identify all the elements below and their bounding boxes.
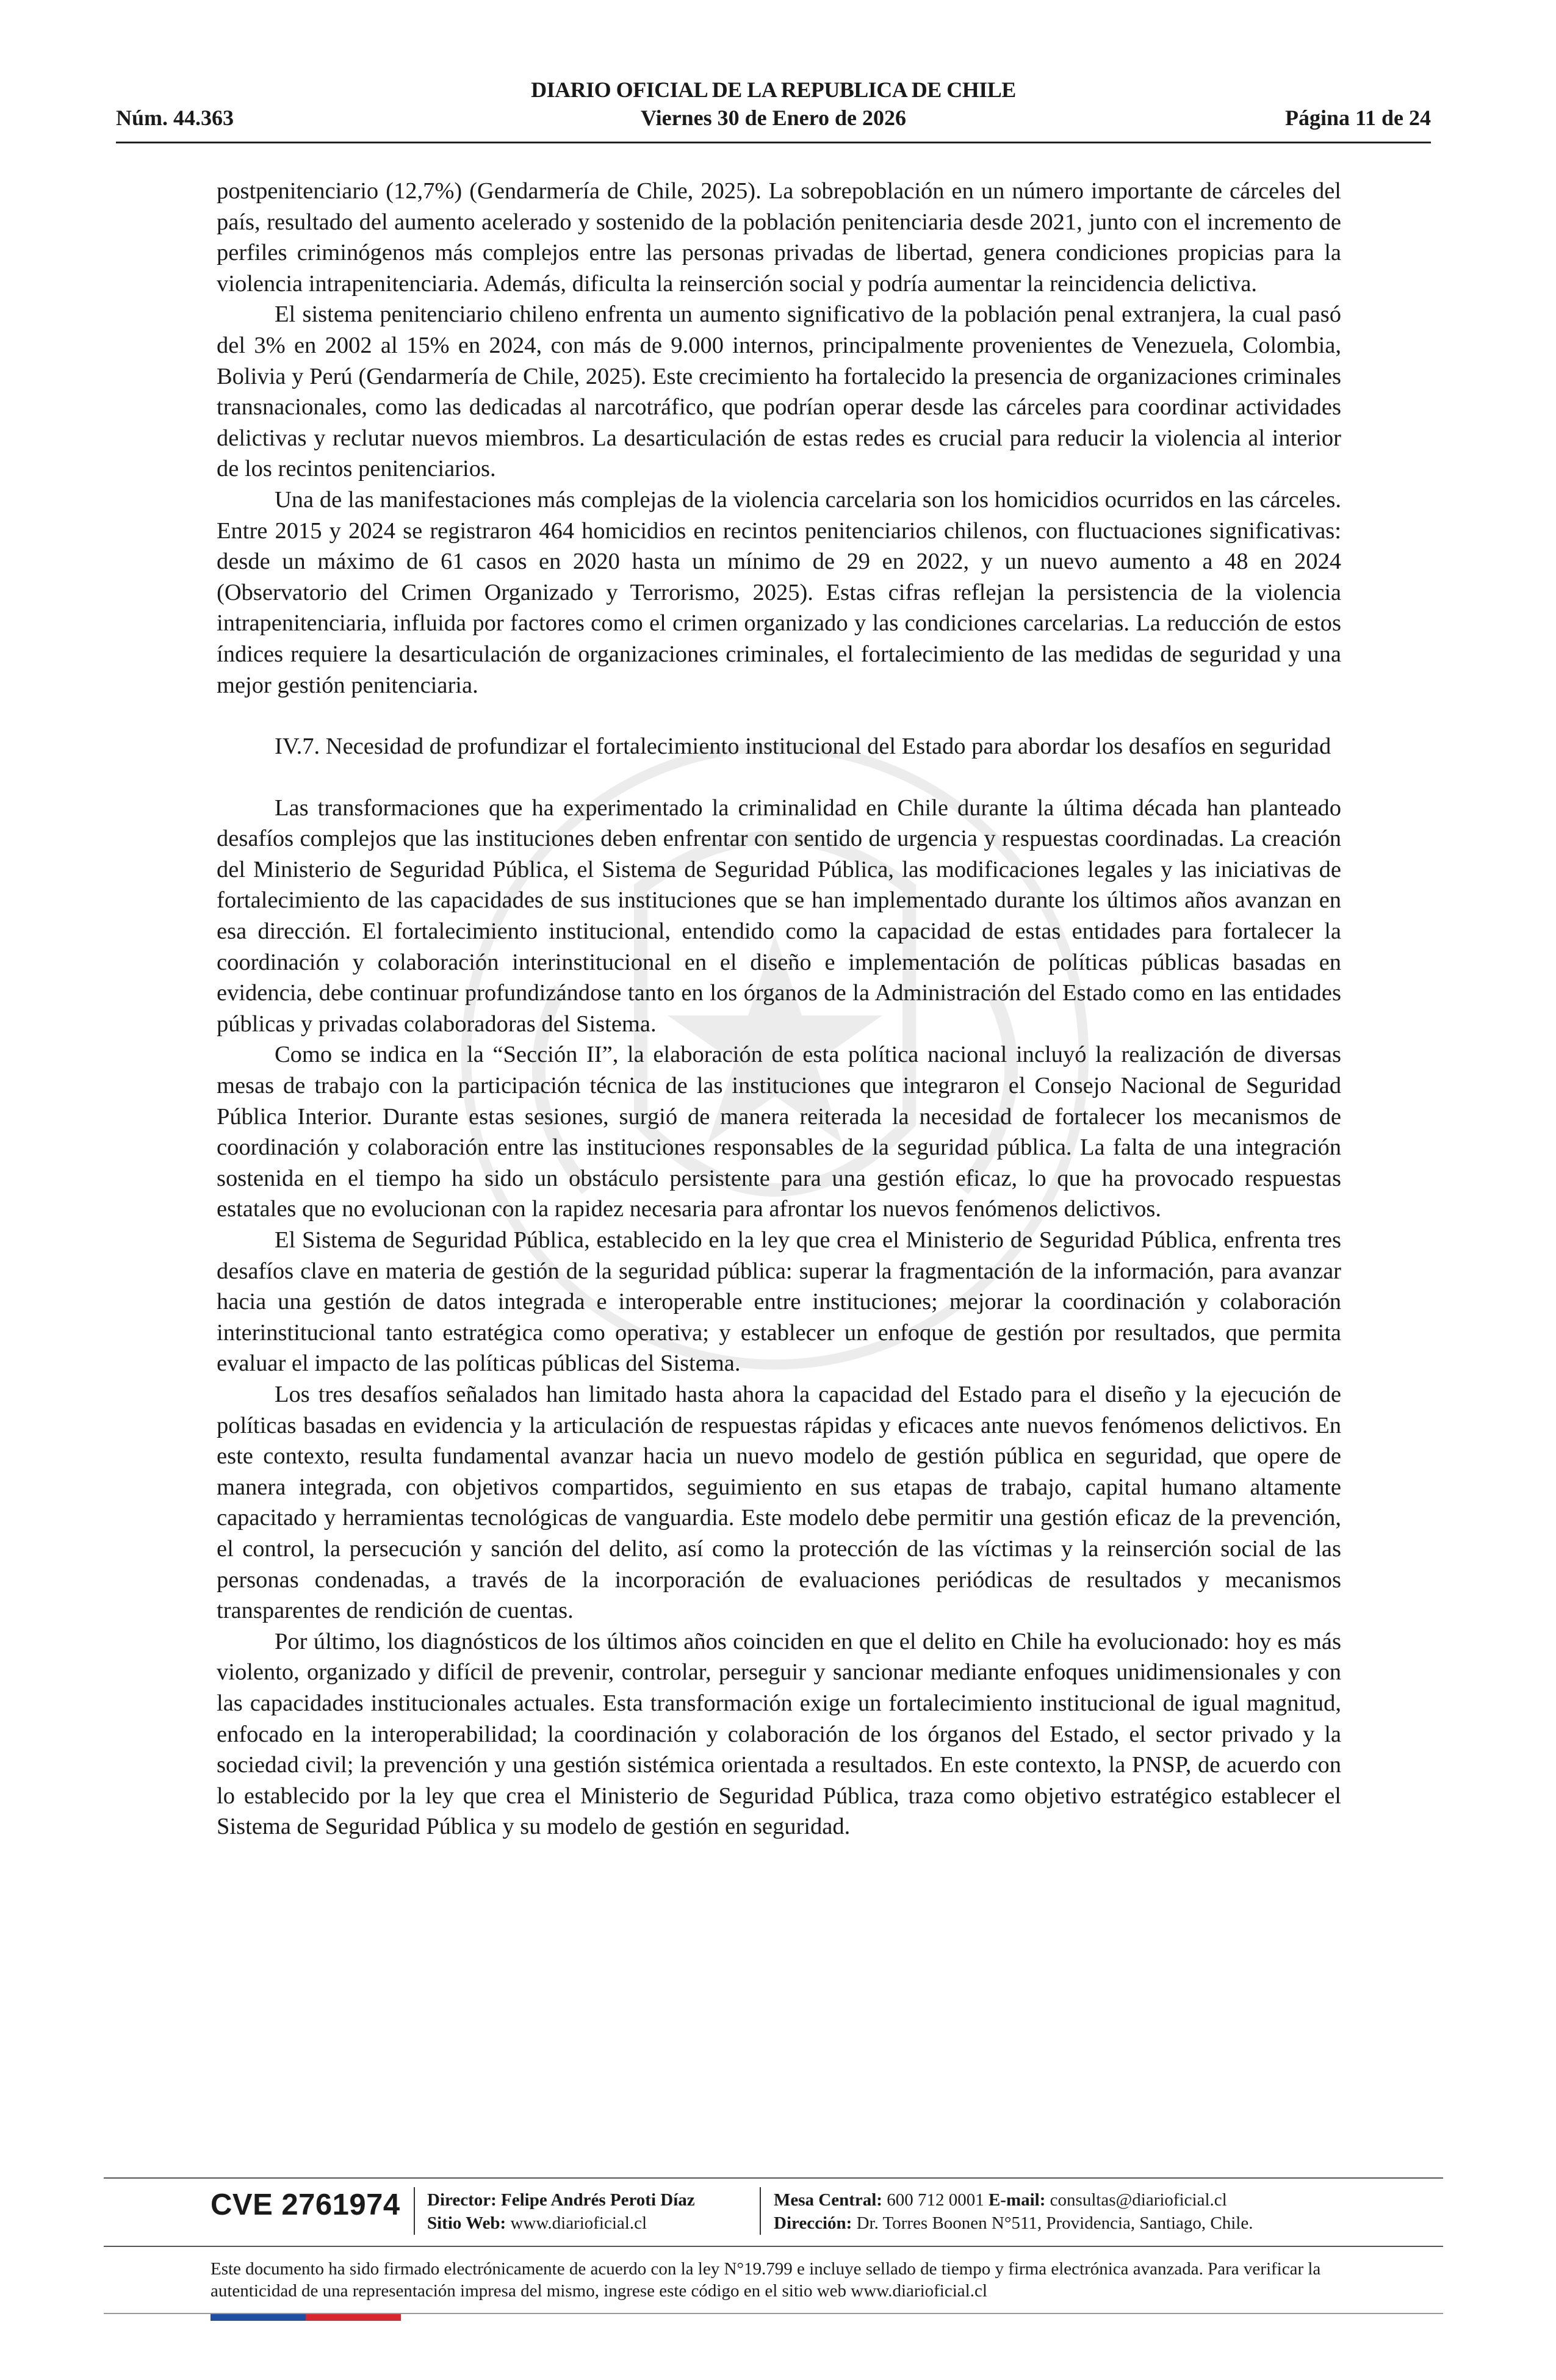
- paragraph: Como se indica en la “Sección II”, la elaboración de esta política nacional incluyó la realización de diversas mesas de trabajo con la participación técnica de las instituciones que integraron el Consejo Nacional de Seguridad Pública Interior. Durante estas sesiones, surgió de manera reiterada la necesidad de fortalecer los mecanismos de coordinación y colaboración entre las instituciones responsables de la seguridad pública. La falta de una integración sostenida en el tiempo ha sido un obstáculo persistente para una gestión eficaz, lo que ha provocado respuestas estatales que no evolucionan con la rapidez necesaria para afrontar los nuevos fenómenos delictivos.: [217, 1042, 1341, 1222]
- paragraph: Por último, los diagnósticos de los últimos años coinciden en que el delito en Chile ha evolucionado: hoy es más violento, organizado y difícil de prevenir, controlar, perseguir y sancionar mediante enfoques unidimensionales y con las capacidades institucionales actuales. Esta transformación exige un fortalecimiento institucional de igual magnitud, enfocado en la interoperabilidad; la coordinación y colaboración de los órganos del Estado, el sector privado y la sociedad civil; la prevención y una gestión sistémica orientada a resultados. En este contexto, la PNSP, de acuerdo con lo establecido por la ley que crea el Ministerio de Seguridad Pública, traza como objetivo estratégico establecer el Sistema de Seguridad Pública y su modelo de gestión en seguridad.: [217, 1628, 1341, 1840]
- mesa-label: Mesa Central:: [774, 2190, 882, 2210]
- section-heading: IV.7. Necesidad de profundizar el fortalecimiento institucional del Estado para abordar los desafíos en seguridad: [275, 734, 1331, 760]
- page-header: [116, 77, 1431, 144]
- footer-separator: [414, 2187, 415, 2235]
- signature-note: Este documento ha sido firmado electrónicamente de acuerdo con la ley N°19.799 e incluye sellado de tiempo y firma electrónica avanzada. Para verificar la autenticidad de una representación impresa del mismo, ingrese este código en el sitio web www.diarioficial.cl: [211, 2259, 1321, 2301]
- director-label: Director:: [427, 2190, 497, 2210]
- footer-divider-top: [104, 2177, 1443, 2179]
- paragraph: El sistema penitenciario chileno enfrenta un aumento significativo de la población penal extranjera, la cual pasó del 3% en 2002 al 15% en 2024, con más de 9.000 internos, principalmente provenientes de Venezuela, Colombia, Bolivia y Perú (Gendarmería de Chile, 2025). Este crecimiento ha fortalecido la presencia de organizaciones criminales transnacionales, como las dedicadas al narcotráfico, que podrían operar desde las cárceles para coordinar actividades delictivas y reclutar nuevos miembros. La desarticulación de estas redes es crucial para reducir la violencia al interior de los recintos penitenciarios.: [217, 301, 1341, 482]
- footer-contact-block: [774, 2188, 1253, 2235]
- paragraph: El Sistema de Seguridad Pública, establecido en la ley que crea el Ministerio de Seguridad Pública, enfrenta tres desafíos clave en materia de gestión de la seguridad pública: superar la fragmentación de la información, para avanzar hacia una gestión de datos integrada e interoperable entre instituciones; mejorar la coordinación y colaboración interinstitucional tanto estratégica como operativa; y establecer un enfoque de gestión por resultados, que permita evaluar el impacto de las políticas públicas del Sistema.: [217, 1227, 1341, 1377]
- header-divider: [116, 142, 1431, 143]
- paragraph: Las transformaciones que ha experimentado la criminalidad en Chile durante la última década han planteado desafíos complejos que las instituciones deben enfrentar con sentido de urgencia y respuestas coordinadas. La creación del Ministerio de Seguridad Pública, el Sistema de Seguridad Pública, las modificaciones legales y las iniciativas de fortalecimiento de las capacidades de sus instituciones que se han implementado durante los últimos años avanzan en esa dirección. El fortalecimiento institucional, entendido como la capacidad de estas entidades para fortalecer la coordinación y colaboración interinstitucional en el diseño e implementación de políticas públicas basadas en evidencia, debe continuar profundizándose tanto en los órganos de la Administración del Estado como en las entidades públicas y privadas colaboradoras del Sistema.: [217, 795, 1341, 1037]
- mesa-phone: 600 712 0001: [887, 2190, 984, 2210]
- paragraph: Una de las manifestaciones más complejas de la violencia carcelaria son los homicidios ocurridos en las cárceles. Entre 2015 y 2024 se registraron 464 homicidios en recintos penitenciarios chilenos, con fluctuaciones significativas: desde un máximo de 61 casos en 2020 hasta un mínimo de 29 en 2022, y un nuevo aumento a 48 en 2024 (Observatorio del Crimen Organizado y Terrorismo, 2025). Estas cifras reflejan la persistencia de la violencia intrapenitenciaria, influida por factores como el crimen organizado y las condiciones carcelarias. La reducción de estos índices requiere la desarticulación de organizaciones criminales, el fortalecimiento de las medidas de seguridad y una mejor gestión penitenciaria.: [217, 486, 1341, 698]
- paragraph: postpenitenciario (12,7%) (Gendarmería de Chile, 2025). La sobrepoblación en un número importante de cárceles del país, resultado del aumento acelerado y sostenido de la población penitenciaria desde 2021, junto con el incremento de perfiles criminógenos más complejos entre las personas privadas de libertad, genera condiciones propicias para la violencia intrapenitenciaria. Además, dificulta la reinserción social y podría aumentar la reincidencia delictiva.: [217, 178, 1341, 297]
- flag-stripe: [211, 2314, 401, 2321]
- flag-red-bar: [306, 2314, 401, 2321]
- flag-blue-bar: [211, 2314, 306, 2321]
- issue-date: Viernes 30 de Enero de 2026: [641, 106, 906, 130]
- footer-separator: [760, 2187, 761, 2235]
- website-label: Sitio Web:: [427, 2213, 506, 2233]
- address-label: Dirección:: [774, 2213, 852, 2233]
- page-number: Página 11 de 24: [1284, 106, 1431, 130]
- newspaper-title: DIARIO OFICIAL DE LA REPUBLICA DE CHILE: [531, 78, 1016, 102]
- footer-divider-middle: [104, 2246, 1443, 2247]
- cve-code: CVE 2761974: [211, 2188, 400, 2221]
- website-link[interactable]: www.diarioficial.cl: [510, 2213, 647, 2233]
- footer-director-block: [427, 2188, 695, 2235]
- director-name: Felipe Andrés Peroti Díaz: [501, 2190, 695, 2210]
- article-body: [217, 176, 1341, 1842]
- email-label: E-mail:: [988, 2190, 1046, 2210]
- issue-number: Núm. 44.363: [116, 106, 234, 130]
- email-link[interactable]: consultas@diarioficial.cl: [1050, 2190, 1227, 2210]
- paragraph: Los tres desafíos señalados han limitado hasta ahora la capacidad del Estado para el diseño y la ejecución de políticas basadas en evidencia y la articulación de respuestas rápidas y eficaces ante nuevos fenómenos delictivos. En este contexto, resulta fundamental avanzar hacia un nuevo modelo de gestión pública en seguridad, que opere de manera integrada, con objetivos compartidos, seguimiento en sus etapas de trabajo, capital humano altamente capacitado y herramientas tecnológicas de vanguardia. Este modelo debe permitir una gestión eficaz de la prevención, el control, la persecución y sanción del delito, así como la protección de las víctimas y la reinserción social de las personas condenadas, a través de la incorporación de evaluaciones periódicas de resultados y mecanismos transparentes de rendición de cuentas.: [217, 1381, 1341, 1624]
- address-value: Dr. Torres Boonen N°511, Providencia, Santiago, Chile.: [856, 2213, 1253, 2233]
